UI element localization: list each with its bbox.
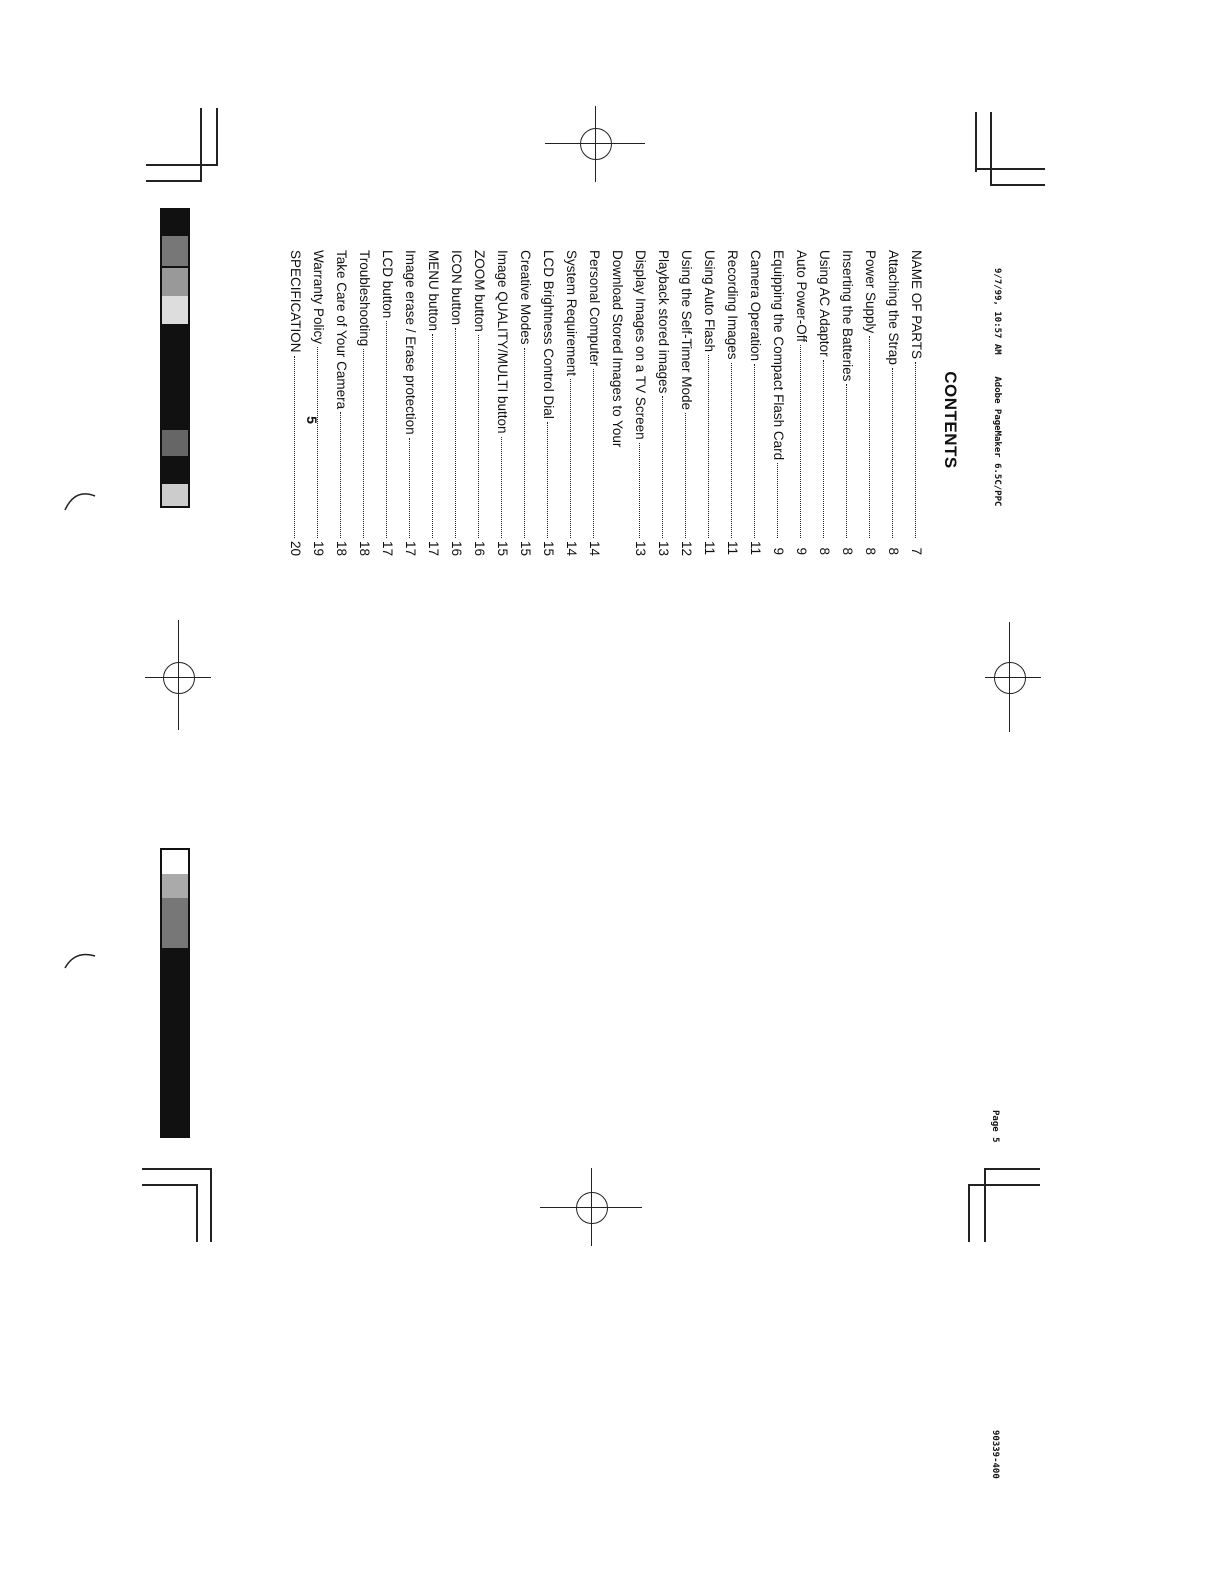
toc-entry-page: 17	[403, 541, 418, 557]
crop-mark	[968, 1184, 970, 1242]
toc-entry-page: 12	[679, 541, 694, 557]
toc-entry	[625, 250, 648, 555]
toc-entry-page: 8	[840, 547, 855, 555]
leader-dots	[662, 396, 663, 538]
toc-entry-label: Inserting the Batteries	[840, 250, 855, 382]
toc-entry	[832, 250, 855, 555]
toc-entry-page: 19	[311, 541, 326, 557]
toc-entry-label: Warranty Policy	[311, 250, 326, 345]
toc-entry	[809, 250, 832, 555]
toc-entry-label: Power Supply	[863, 250, 878, 334]
leader-dots	[708, 355, 709, 538]
leader-dots	[547, 422, 548, 538]
toc-entry-page: 7	[909, 547, 924, 555]
leader-dots	[639, 443, 640, 538]
color-swatch	[162, 484, 188, 506]
toc-entry	[441, 250, 464, 555]
crop-mark	[968, 1184, 1040, 1186]
registration-mark-line	[1009, 622, 1010, 732]
toc-entry-label: Equipping the Compact Flash Card	[771, 250, 786, 461]
toc-entry-page: 18	[357, 541, 372, 557]
leader-dots	[570, 379, 571, 538]
leader-dots	[501, 437, 502, 538]
toc-entry-label: LCD Brightness Control Dial	[541, 250, 556, 419]
registration-mark-line	[591, 1168, 592, 1246]
toc-entry	[602, 250, 625, 555]
toc-entry-page: 14	[587, 541, 602, 557]
leader-dots	[524, 348, 525, 538]
toc-entry-label: Creative Modes	[518, 250, 533, 345]
leader-dots	[754, 364, 755, 538]
toc-entry	[579, 250, 602, 555]
leader-dots	[731, 363, 732, 538]
toc-entry-page: 8	[886, 547, 901, 555]
toc-entry-page: 17	[426, 541, 441, 557]
toc-entry-page: 20	[288, 541, 303, 557]
slug-page: Page 5	[990, 1110, 1000, 1143]
leader-dots	[800, 345, 801, 538]
punch-arc	[60, 480, 100, 520]
leader-dots	[478, 335, 479, 538]
toc-entry	[740, 250, 763, 555]
color-swatch	[162, 898, 188, 948]
color-swatch	[162, 874, 188, 898]
toc-entry-page: 8	[863, 547, 878, 555]
toc-entry-label: Using Auto Flash	[702, 250, 717, 353]
toc-entry	[395, 250, 418, 555]
toc-entry-label: Camera Operation	[748, 250, 763, 362]
toc-entry-label: Using the Self-Timer Mode	[679, 250, 694, 411]
toc-entry-page: 11	[702, 541, 717, 556]
toc-entry	[487, 250, 510, 555]
toc-entry-label: Display Images on a TV Screen	[633, 250, 648, 440]
toc-entry	[533, 250, 556, 555]
toc-entry	[855, 250, 878, 555]
toc-entry-page: 17	[380, 541, 395, 557]
toc-entry	[326, 250, 349, 555]
toc-entry	[786, 250, 809, 555]
toc-entry-page: 13	[633, 541, 648, 557]
crop-mark	[142, 1168, 212, 1170]
slug-timestamp	[992, 268, 1002, 506]
leader-dots	[363, 349, 364, 538]
toc-list	[280, 250, 924, 555]
toc-entry-label: System Requirement	[564, 250, 579, 377]
punch-arc	[60, 940, 100, 980]
color-swatch	[162, 268, 188, 296]
toc-entry-label: Playback stored images	[656, 250, 671, 394]
crop-mark	[210, 1168, 212, 1242]
registration-mark-line	[178, 620, 179, 730]
toc-entry-label: Personal Computer	[587, 250, 602, 367]
toc-entry	[418, 250, 441, 555]
toc-entry-label: Download Stored Images to Your	[610, 250, 625, 448]
toc-entry-label: LCD button	[380, 250, 395, 319]
toc-entry-page: 16	[472, 541, 487, 557]
toc-entry-page: 11	[748, 541, 763, 556]
toc-entry	[671, 250, 694, 555]
toc-entry-page: 15	[518, 541, 533, 557]
toc-entry-label: ZOOM button	[472, 250, 487, 332]
toc-entry-page: 8	[817, 547, 832, 555]
leader-dots	[340, 412, 341, 538]
leader-dots	[777, 463, 778, 538]
toc-entry-label: Image erase / Erase protection	[403, 250, 418, 435]
slug-job: 90339-400	[990, 1430, 1000, 1479]
page-number: 5	[304, 416, 320, 424]
crop-mark	[216, 108, 218, 164]
toc-entry-label: Using AC Adaptor	[817, 250, 832, 357]
toc-entry	[349, 250, 372, 555]
color-swatch	[162, 236, 188, 266]
crop-mark	[984, 1168, 986, 1242]
toc-entry	[694, 250, 717, 555]
leader-dots	[915, 362, 916, 538]
crop-mark	[142, 1184, 198, 1186]
toc-entry-label: ICON button	[449, 250, 464, 326]
color-swatch	[162, 430, 188, 456]
crop-mark	[975, 112, 977, 172]
toc-entry-label: SPECIFICATION	[288, 250, 303, 353]
toc-entry-label: Image QUALITY/MULTI button	[495, 250, 510, 434]
crop-mark	[984, 1168, 1040, 1170]
toc-entry	[763, 250, 786, 555]
color-swatch	[162, 850, 188, 874]
toc-entry-label: Take Care of Your Camera	[334, 250, 349, 410]
crop-mark	[990, 184, 1045, 186]
toc-entry-label: Attaching the Strap	[886, 250, 901, 365]
toc-entry	[901, 250, 924, 555]
page-title: CONTENTS	[941, 371, 960, 469]
toc-entry	[372, 250, 395, 555]
toc-entry-label: MENU button	[426, 250, 441, 332]
toc-entry-page: 15	[495, 541, 510, 557]
registration-mark-line	[985, 677, 1041, 678]
leader-dots	[593, 369, 594, 538]
leader-dots	[455, 328, 456, 538]
toc-entry-page: 14	[564, 541, 579, 557]
leader-dots	[294, 356, 295, 538]
color-swatch	[162, 296, 188, 324]
leader-dots	[432, 334, 433, 538]
toc-entry-page: 9	[771, 547, 786, 555]
toc-entry	[464, 250, 487, 555]
registration-mark-line	[595, 106, 596, 182]
leader-dots	[823, 360, 824, 538]
toc-entry-label: Auto Power-Off	[794, 250, 809, 343]
toc-entry	[556, 250, 579, 555]
toc-entry-page: 11	[725, 541, 740, 556]
toc-entry-label: Troubleshooting	[357, 250, 372, 347]
contents-page	[270, 250, 960, 590]
leader-dots	[869, 336, 870, 538]
toc-entry-page: 15	[541, 541, 556, 557]
slug-app-text: Adobe PageMaker 6.5C/PPC	[992, 376, 1002, 507]
toc-entry	[717, 250, 740, 555]
leader-dots	[892, 368, 893, 538]
toc-entry-label: NAME OF PARTS	[909, 250, 924, 360]
crop-mark	[990, 112, 992, 186]
toc-entry-page: 13	[656, 541, 671, 557]
toc-entry	[648, 250, 671, 555]
toc-entry-label: Recording Images	[725, 250, 740, 360]
toc-entry	[878, 250, 901, 555]
crop-mark	[196, 1184, 198, 1242]
crop-mark	[146, 164, 218, 166]
toc-entry	[280, 250, 303, 555]
toc-entry-page: 16	[449, 541, 464, 557]
toc-entry-page: 9	[794, 547, 809, 555]
slug-timestamp-text: 9/7/99, 10:57 AM	[992, 268, 1002, 355]
toc-entry	[510, 250, 533, 555]
leader-dots	[846, 384, 847, 538]
slug-spacer	[992, 355, 1002, 377]
crop-mark	[200, 108, 202, 180]
toc-entry-page: 18	[334, 541, 349, 557]
leader-dots	[409, 438, 410, 538]
crop-mark	[975, 168, 1045, 170]
leader-dots	[386, 321, 387, 538]
crop-mark	[146, 180, 202, 182]
leader-dots	[685, 413, 686, 538]
